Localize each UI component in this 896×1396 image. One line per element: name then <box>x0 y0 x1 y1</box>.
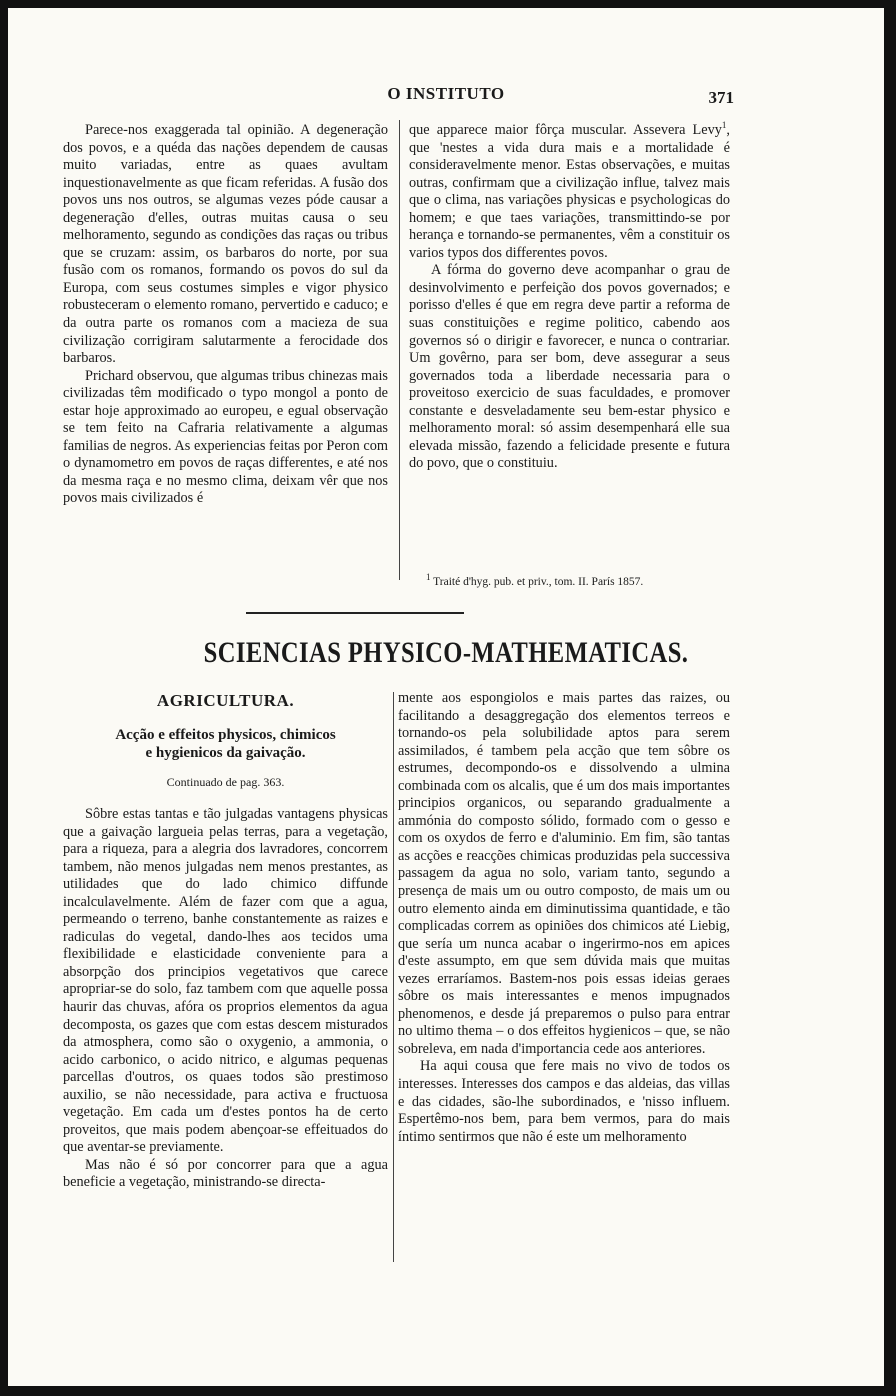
section-title: SCIENCIAS PHYSICO-MATHEMATICAS. <box>203 636 689 669</box>
paragraph: Sôbre estas tantas e tão julgadas vantagens physicas que a gaivação largueia pelas terras, para a vegetação, para a riqueza, para a alegria dos lavradores, concorrem tambem, não menos julgadas nem menos prestantes, as utilidades que do lado chimico diffunde incalculavelmente. Além de fazer com que a agua, permeando o terreno, banhe constantemente as raizes e radiculas do vegetal, dando-lhes aos tecidos uma flexibilidade e elasticidade conveniente para a absorpção dos principios vegetativos que carece apropriar-se do solo, faz tambem com que aquelle possa haurir das chuvas, afóra os proprios elementos da agua decomposta, os gazes que com estas descem misturados da atmosphera, como são o oxygenio, a ammonia, o acido carbonico, o acido nitrico, e algumas pequenas parcellas d'outros, os quaes todos são prestimoso auxilio, se não necessidade, para activa e fructuosa vegetação. Em cada um d'estes pontos ha de certo proveitos, que mais podem abençoar-se effeituados do que aventar-se previamente. <box>63 806 388 1156</box>
paragraph: Prichard observou, que algumas tribus chinezas mais civilizadas têm modificado o typo mongol a ponto de estar hoje approximado ao europeu, e egual observação se tem feito na Cafraria relativamente a algumas familias de negros. As experiencias feitas por Peron com o dynamometro em povos de raças differentes, e até nos da mesma raça e no mesmo clima, deixam vêr que nos povos mais civilizados é <box>63 367 388 507</box>
bottom-left-column <box>63 806 388 1192</box>
article-title-line: e hygienicos da gaivação. <box>145 745 306 761</box>
section-divider <box>246 612 464 614</box>
paragraph: mente aos espongiolos e mais partes das raizes, ou facilitando a desaggregação dos elementos terreos e tornando-os pela solubilidade aptos para serem assimilados, é tambem pela acção que tem sôbre os estrumes, decompondo-os e dissolvendo a ulmina combinada com os alcalis, que é um dos mais importantes principios organicos, ou separando gradualmente a ammónia do composto sólido, formado com o gesso e com os oxydos de ferro e d'aluminio. Em fim, são tantas as acções e reacções chimicas produzidas pela successiva passagem da agua no solo, variam tanto, segundo a presença de mais um ou outro composto, de mais um ou outro elemento ainda em diminutissima quantidade, e tão complicadas correm as opiniões dos chimicos até Liebig, que sería um nunca acabar o ingerirmo-nos em apices d'este assumpto, em que sem dúvida mais que muitas vezes erraríamos. Bastem-nos pois essas ideias geraes sôbre os mais interessantes e menos impugnados phenomenos, e desde já preparemos o pulso para entrar no ultimo thema – o dos effeitos hygienicos – que, se não sobreleva, em nada d'importancia cede aos anteriores. <box>398 690 730 1057</box>
section-subtitle: AGRICULTURA. <box>156 691 295 710</box>
column-divider <box>393 692 394 1262</box>
footnote-text: Traité d'hyg. pub. et priv., tom. II. París 1857. <box>433 576 644 588</box>
text-run: , que 'nestes a vida dura mais e a mortalidade é consideravelmente menor. Estas observações, e muitas outras, confirmam que a civilização influe, talvez mais que o clima, nas variações physicas e psychologicas do homem; e que taes variações, transmittindo-se por herança e tornando-se permanentes, vêm a constituir os varios typos dos differentes povos. <box>409 122 730 261</box>
top-left-column <box>63 122 388 508</box>
article-title <box>63 726 388 762</box>
article-title-line: Acção e effeitos physicos, chimicos <box>115 727 336 743</box>
paragraph: A fórma do governo deve acompanhar o grau de desinvolvimento e perfeição dos povos governados; e porisso d'elles é que em regra deve partir a reforma de suas constituições e regime politico, cabendo aos governos só o dirigir e favorecer, e nunca o contrariar. Um govêrno, para ser bom, deve assegurar a seus governados toda a liberdade necessaria para o proveitoso exercicio de suas faculdades, e promover constante e desveladamente seu bem-estar physico e melhoramento moral: só assim desempenhará elle sua elevada missão, fazendo a felicidade presente e futura do povo, que o constituiu. <box>409 262 730 472</box>
paragraph: Mas não é só por concorrer para que a agua beneficie a vegetação, ministrando-se directa- <box>63 1156 388 1191</box>
paragraph: Parece-nos exaggerada tal opinião. A degeneração dos povos, e a quéda das nações dependem de causas muito variadas, entre as quaes avultam inquestionavelmente as que ficam referidas. A fusão dos povos uns nos outros, se algumas vezes póde causar a degeneração d'elles, outras muitas causa o seu melhoramento, segundo as condições das raças ou tribus que se cruzam: assim, os barbaros do norte, por sua fusão com os romanos, formando os povos do sul da Europa, com seus costumes simples e vigor physico robusteceram o elemento romano, pervertido e caduco; e da outra parte os romanos com a macieza de sua civilização corrigiram salutarmente a ferocidade dos barbaros. <box>63 122 388 367</box>
paragraph <box>409 122 730 262</box>
footnote <box>426 572 736 589</box>
column-divider <box>399 120 400 580</box>
paragraph: Ha aqui cousa que fere mais no vivo de todos os interesses. Interesses dos campos e das aldeias, das villas e das cidades, são-lhe subordinados, e 'nisso influem. Espertêmo-nos bem, para bem vermos, para do mais íntimo sentirmos que não é este um melhoramento <box>398 1058 730 1145</box>
continued-note: Continuado de pag. 363. <box>166 775 285 789</box>
top-right-column <box>409 122 730 473</box>
text-run: que apparece maior fôrça muscular. Assevera Levy <box>409 122 722 138</box>
newspaper-page <box>8 8 884 1386</box>
footnote-mark: 1 <box>426 572 431 583</box>
bottom-right-column <box>398 690 730 1146</box>
page-number: 371 <box>708 88 734 107</box>
footnote-reference: 1 <box>721 120 727 131</box>
journal-title: O INSTITUTO <box>387 84 505 103</box>
